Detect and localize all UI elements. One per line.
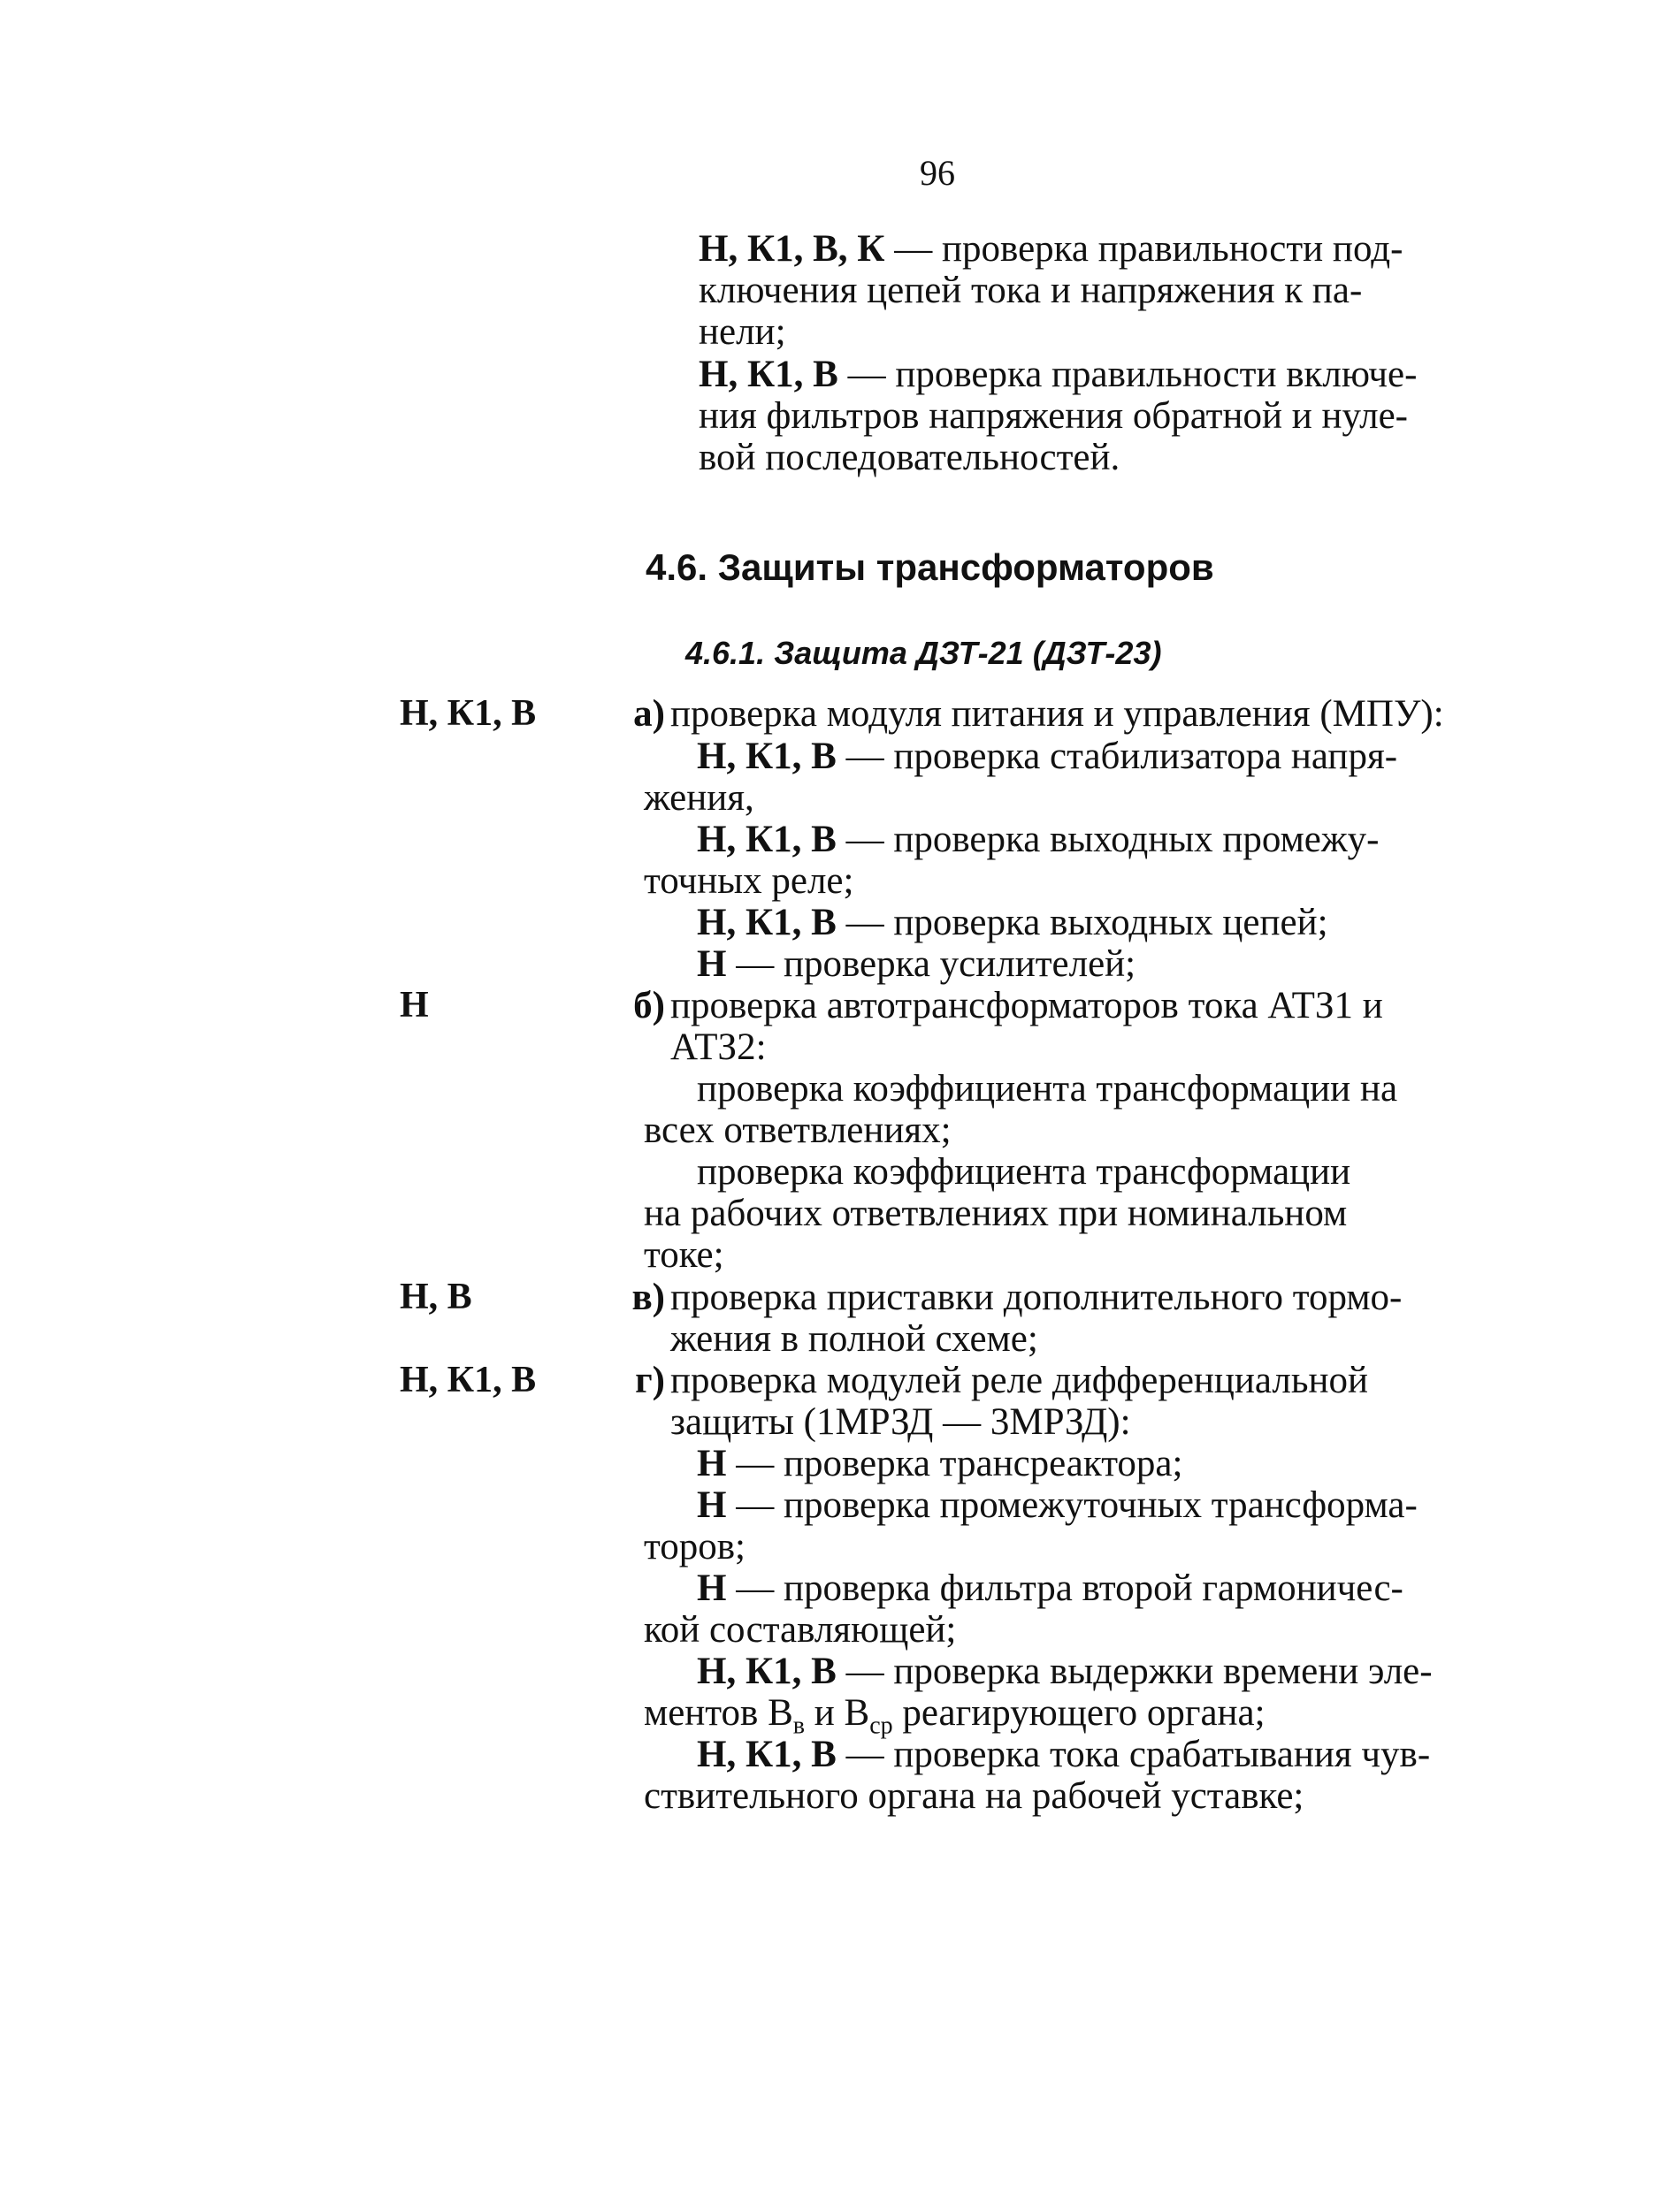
item-b-sub-2: проверка коэффициента трансформации на рабочих ответвлениях при номинальном токе; xyxy=(644,1151,1351,1276)
item-text: проверка модуля питания и управления (МПУ): xyxy=(670,693,1444,735)
item-a xyxy=(610,693,1486,735)
item-letter: в) xyxy=(631,1277,665,1318)
item-v: в) проверка приставки дополнительного тормо- xyxy=(610,1277,1486,1318)
item-letter: б) xyxy=(633,985,665,1026)
item-a-sub-4: Н — проверка усилителей; xyxy=(697,943,1136,985)
check-code: Н, К1, В, К xyxy=(699,228,885,270)
section-title: 4.6. Защиты трансформаторов xyxy=(646,546,1214,588)
item-letter: а) xyxy=(633,693,665,735)
item-b-continued: АТЗ2: xyxy=(670,1026,767,1068)
item-g-sub-2: Н — проверка промежуточных трансформа- торов; xyxy=(644,1484,1418,1567)
item-v-continued: жения в полной схеме; xyxy=(670,1318,1038,1360)
item-b-code: Н xyxy=(400,985,429,1026)
item-g-code: Н, К1, В xyxy=(400,1360,537,1400)
page-number: 96 xyxy=(920,153,955,193)
item-a-code: Н, К1, В xyxy=(400,693,537,734)
item-g: г) проверка модулей реле дифференциальной xyxy=(610,1360,1486,1401)
item-a-sub-3: Н, К1, В — проверка выходных цепей; xyxy=(697,902,1328,943)
item-g-sub-4: Н, К1, В — проверка выдержки времени эле- ментов $В_в$ и $В_{ср}$ реагирующего органа; xyxy=(644,1651,1433,1740)
item-g-sub-3: Н — проверка фильтра второй гармоничес- кой составляющей; xyxy=(644,1567,1403,1651)
intro-paragraph-2: Н, К1, В — проверка правильности включе- ния фильтров напряжения обратной и нуле- вой последовательностей. xyxy=(699,354,1418,478)
item-a-sub-1: Н, К1, В — проверка стабилизатора напря- жения, xyxy=(644,736,1398,819)
item-letter: г) xyxy=(635,1360,665,1401)
check-code: Н, К1, В xyxy=(699,354,838,395)
item-b-sub-1: проверка коэффициента трансформации на всех ответвлениях; xyxy=(644,1068,1398,1151)
item-a-sub-2: Н, К1, В — проверка выходных промежу- точных реле; xyxy=(644,819,1380,902)
item-g-sub-1: Н — проверка трансреактора; xyxy=(697,1443,1183,1484)
item-v-code: Н, В xyxy=(400,1277,472,1317)
item-b: б) проверка автотрансформаторов тока АТЗ1 и xyxy=(610,985,1486,1026)
intro-paragraph-1: Н, К1, В, К — проверка правильности под- ключения цепей тока и напряжения к па- нели; xyxy=(699,228,1403,353)
subsection-title: 4.6.1. Защита ДЗТ-21 (ДЗТ-23) xyxy=(685,635,1162,671)
item-g-sub-5: Н, К1, В — проверка тока срабатывания чув- ствительного органа на рабочей уставке; xyxy=(644,1734,1431,1817)
item-g-continued: защиты (1МРЗД — 3МРЗД): xyxy=(670,1401,1131,1443)
